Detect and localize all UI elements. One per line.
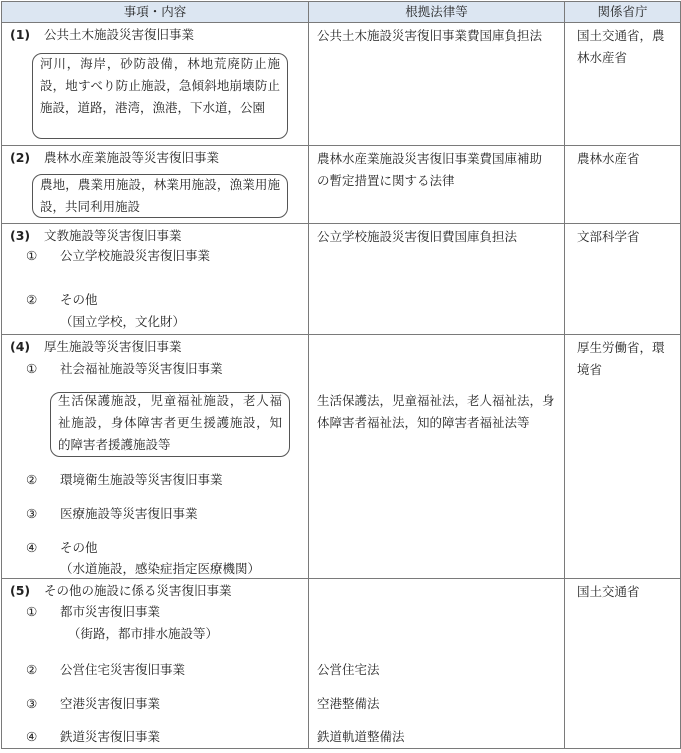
law-cell <box>309 23 565 146</box>
item-text: 空港災害復旧事業 <box>60 696 161 711</box>
item-mark: ① <box>26 361 38 376</box>
item-text: 環境衛生施設等災害復旧事業 <box>60 472 223 487</box>
table-row <box>2 23 681 146</box>
row-number: (2) <box>10 150 31 165</box>
row-title: 文教施設等災害復旧事業 <box>44 228 182 243</box>
items-cell <box>2 224 309 335</box>
item-mark: ④ <box>26 540 38 555</box>
disaster-recovery-table <box>1 1 681 749</box>
item-text: その他 <box>60 540 98 555</box>
row-number: (1) <box>10 27 31 42</box>
law-text: 生活保護法，児童福祉法，老人福祉法，身体障害者福祉法，知的障害者福祉法等 <box>317 393 555 430</box>
item-text: 医療施設等災害復旧事業 <box>60 506 198 521</box>
law-cell <box>309 335 565 579</box>
law-text: 公営住宅法 <box>317 662 380 677</box>
ministry-text: 文部科学省 <box>577 229 640 244</box>
table-row <box>2 146 681 224</box>
row-number: (4) <box>10 339 31 354</box>
law-cell <box>309 579 565 749</box>
items-cell <box>2 335 309 579</box>
row-number: (5) <box>10 583 31 598</box>
detail-text: 農地，農業用施設，林業用施設，漁業用施設，共同利用施設 <box>40 177 280 214</box>
law-cell <box>309 146 565 224</box>
item-sub: （街路，都市排水施設等） <box>68 626 219 641</box>
law-text: 農林水産業施設災害復旧事業費国庫補助の暫定措置に関する法律 <box>317 151 543 188</box>
ministry-cell <box>565 224 681 335</box>
header-ministries: 関係省庁 <box>565 2 681 23</box>
items-cell <box>2 579 309 749</box>
ministry-text: 厚生労働省，環境省 <box>577 340 665 377</box>
item-text: 鉄道災害復旧事業 <box>60 729 161 744</box>
table-row <box>2 335 681 579</box>
row-title: 農林水産業施設等災害復旧事業 <box>44 150 220 165</box>
law-cell <box>309 224 565 335</box>
item-mark: ② <box>26 662 38 677</box>
item-mark: ① <box>26 248 38 263</box>
item-text: 公営住宅災害復旧事業 <box>60 662 186 677</box>
row-title: その他の施設に係る災害復旧事業 <box>44 583 232 598</box>
item-text: その他 <box>60 292 98 307</box>
ministry-text: 国土交通省，農林水産省 <box>577 28 665 65</box>
header-laws: 根拠法律等 <box>309 2 565 23</box>
law-text: 鉄道軌道整備法 <box>317 729 405 744</box>
row-title: 厚生施設等災害復旧事業 <box>44 339 182 354</box>
header-row <box>2 2 681 23</box>
item-mark: ② <box>26 472 38 487</box>
header-items: 事項・内容 <box>2 2 309 23</box>
item-mark: ④ <box>26 729 38 744</box>
detail-text: 河川，海岸，砂防設備，林地荒廃防止施設，地すべり防止施設，急傾斜地崩壊防止施設，道路，港湾，漁港，下水道，公園 <box>40 56 280 115</box>
item-text: 公立学校施設災害復旧事業 <box>60 248 211 263</box>
ministry-cell <box>565 146 681 224</box>
law-text: 空港整備法 <box>317 696 380 711</box>
item-mark: ③ <box>26 696 38 711</box>
row-number: (3) <box>10 228 31 243</box>
table-row <box>2 579 681 749</box>
items-cell <box>2 23 309 146</box>
ministry-cell <box>565 335 681 579</box>
detail-text: 生活保護施設，児童福祉施設，老人福祉施設，身体障害者更生援護施設，知的障害者援護施設等 <box>58 393 282 452</box>
ministry-cell <box>565 579 681 749</box>
items-cell <box>2 146 309 224</box>
ministry-cell <box>565 23 681 146</box>
item-text: 都市災害復旧事業 <box>60 604 161 619</box>
item-sub: （水道施設，感染症指定医療機関） <box>60 561 261 576</box>
law-text: 公共土木施設災害復旧事業費国庫負担法 <box>317 28 543 43</box>
item-mark: ③ <box>26 506 38 521</box>
law-text: 公立学校施設災害復旧費国庫負担法 <box>317 229 518 244</box>
item-text: 社会福祉施設等災害復旧事業 <box>60 361 223 376</box>
item-mark: ① <box>26 604 38 619</box>
ministry-text: 農林水産省 <box>577 151 640 166</box>
ministry-text: 国土交通省 <box>577 584 640 599</box>
row-title: 公共土木施設災害復旧事業 <box>44 27 195 42</box>
item-mark: ② <box>26 292 38 307</box>
item-sub: （国立学校，文化財） <box>60 314 186 329</box>
table-row <box>2 224 681 335</box>
